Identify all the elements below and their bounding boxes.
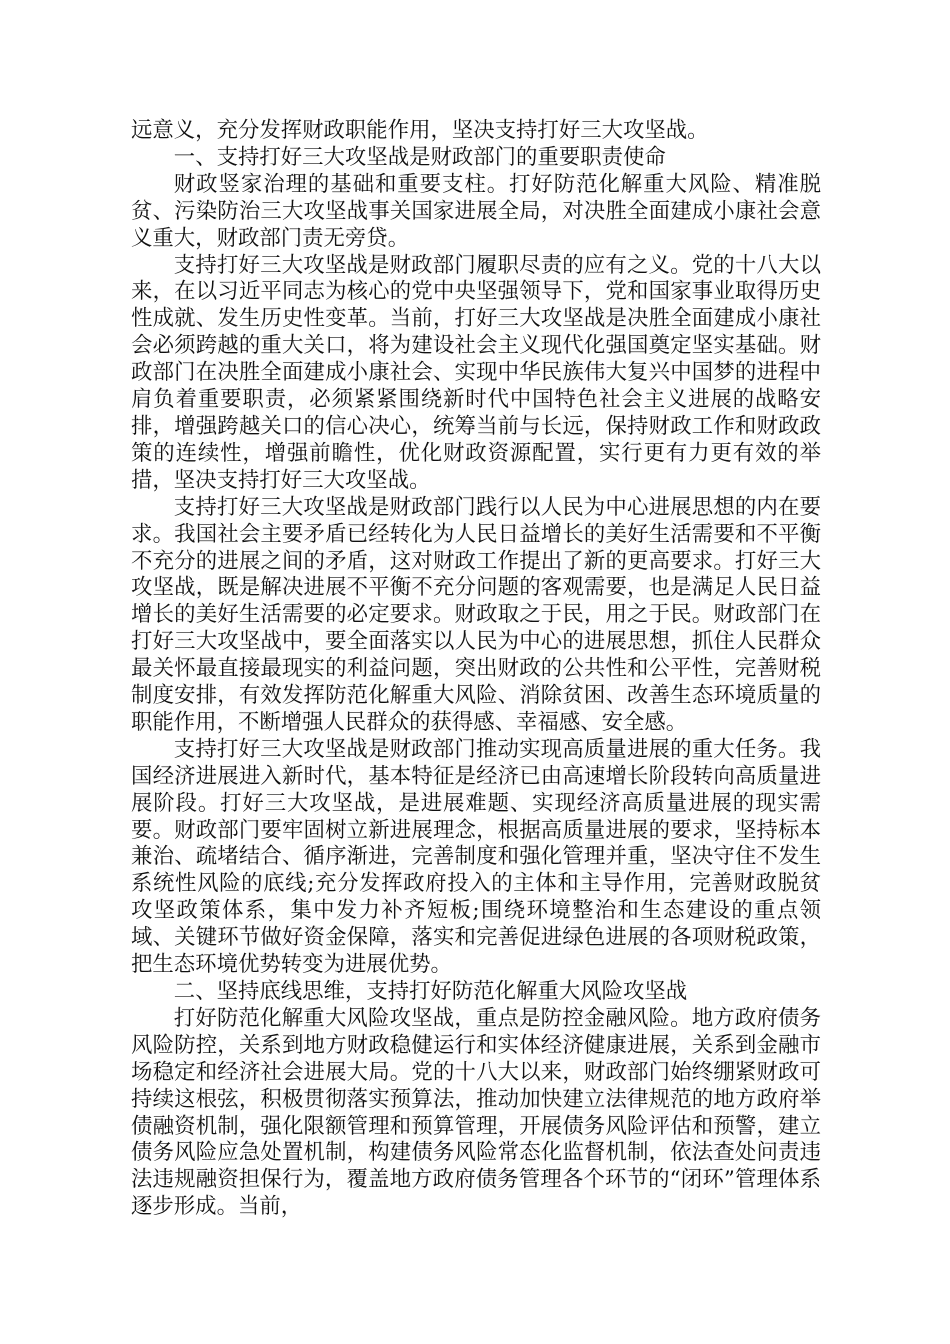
section-heading-1: 一、支持打好三大攻坚战是财政部门的重要职责使命 [173, 144, 666, 170]
paragraph: 打好防范化解重大风险攻坚战，重点是防控金融风险。地方政府债务风险防控，关系到地方财政稳健运行和实体经济健康进展，关系到金融市场稳定和经济社会进展大局。党的十八大以来，财政部门始终绷紧财政可持续这根弦，积极贯彻落实预算法，推动加快建立法律规范的地方政府举债融资机制，强化限额管理和预算管理，开展债务风险评估和预警，建立债务风险应急处置机制，构建债务风险常态化监督机制，依法查处问责违法违规融资担保行为，覆盖地方政府债务管理各个环节的“闭环”管理体系逐步形成。当前， [131, 1005, 821, 1220]
paragraph: 财政竖家治理的基础和重要支柱。打好防范化解重大风险、精准脱贫、污染防治三大攻坚战事关国家进展全局，对决胜全面建成小康社会意义重大，财政部门责无旁贷。 [131, 171, 821, 251]
paragraph-continuation: 远意义，充分发挥财政职能作用，坚决支持打好三大攻坚战。 [131, 118, 709, 143]
section-heading-2: 二、坚持底线思维，支持打好防范化解重大风险攻坚战 [173, 979, 688, 1004]
document-page [131, 118, 821, 1221]
paragraph: 支持打好三大攻坚战是财政部门践行以人民为中心进展思想的内在要求。我国社会主要矛盾已经转化为人民日益增长的美好生活需要和不平衡不充分的进展之间的矛盾，这对财政工作提出了新的更高要求。打好三大攻坚战，既是解决进展不平衡不充分问题的客观需要，也是满足人民日益增长的美好生活需要的必定要求。财政取之于民，用之于民。财政部门在打好三大攻坚战中，要全面落实以人民为中心的进展思想，抓住人民群众最关怀最直接最现实的利益问题，突出财政的公共性和公平性，完善财税制度安排，有效发挥防范化解重大风险、消除贫困、改善生态环境质量的职能作用，不断增强人民群众的获得感、幸福感、安全感。 [131, 494, 821, 735]
paragraph: 支持打好三大攻坚战是财政部门推动实现高质量进展的重大任务。我国经济进展进入新时代，基本特征是经济已由高速增长阶段转向高质量进展阶段。打好三大攻坚战，是进展难题、实现经济高质量进展的现实需要。财政部门要牢固树立新进展理念，根据高质量进展的要求，坚持标本兼治、疏堵结合、循序渐进，完善制度和强化管理并重，坚决守住不发生系统性风险的底线;充分发挥政府投入的主体和主导作用，完善财政脱贫攻坚政策体系，集中发力补齐短板;围绕环境整治和生态建设的重点领域、关键环节做好资金保障，落实和完善促进绿色进展的各项财税政策，把生态环境优势转变为进展优势。 [131, 736, 821, 978]
paragraph: 支持打好三大攻坚战是财政部门履职尽责的应有之义。党的十八大以来，在以习近平同志为核心的党中央坚强领导下，党和国家事业取得历史性成就、发生历史性变革。当前，打好三大攻坚战是决胜全面建成小康社会必须跨越的重大关口，将为建设社会主义现代化强国奠定坚实基础。财政部门在决胜全面建成小康社会、实现中华民族伟大复兴中国梦的进程中肩负着重要职责，必须紧紧围绕新时代中国特色社会主义进展的战略安排，增强跨越关口的信心决心，统筹当前与长远，保持财政工作和财政政策的连续性，增强前瞻性，优化财政资源配置，实行更有力更有效的举措，坚决支持打好三大攻坚战。 [131, 252, 821, 493]
